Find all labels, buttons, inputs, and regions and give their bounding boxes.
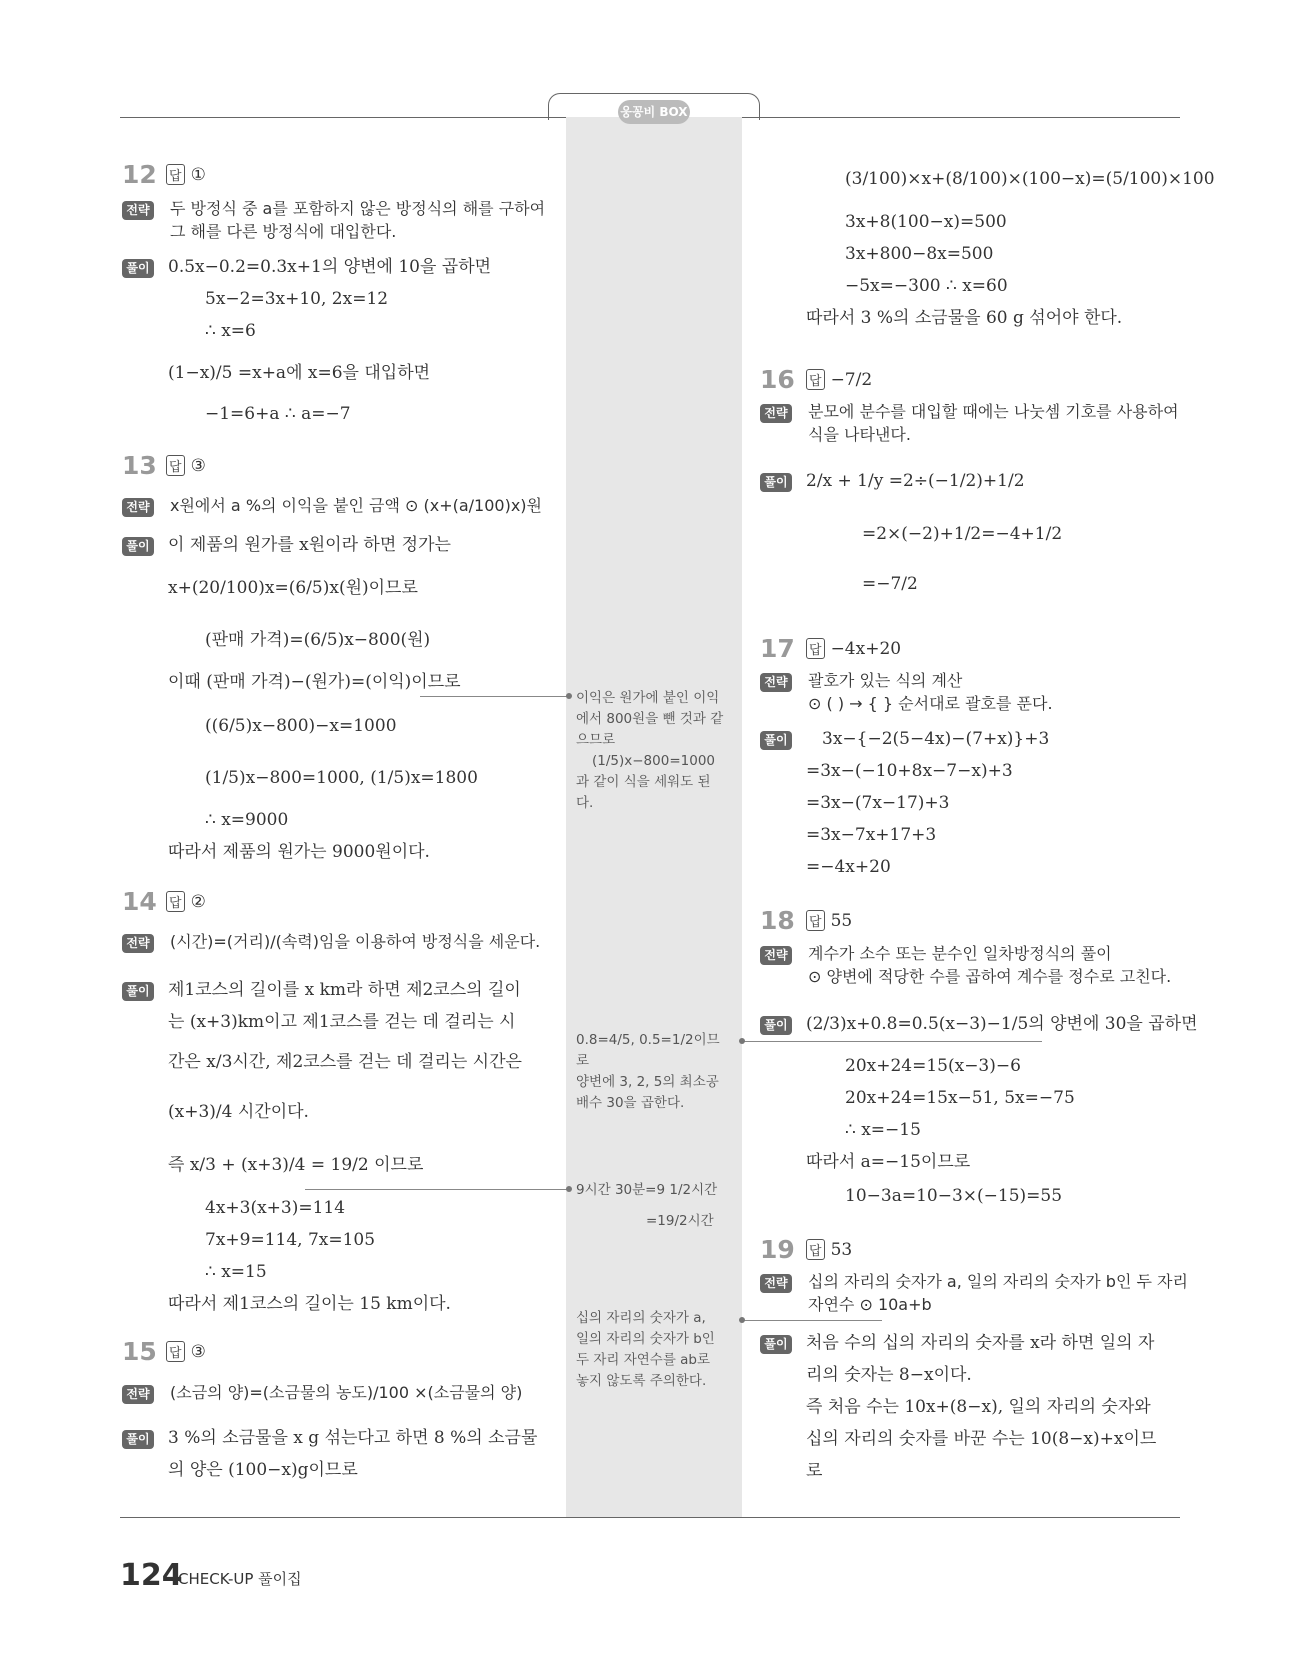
question-number: 14 xyxy=(122,887,157,916)
answer-badge: 답 xyxy=(166,1341,185,1362)
solution-badge: 풀이 xyxy=(760,473,792,492)
solution-line: =2×(−2)+1/2=−4+1/2 xyxy=(862,524,1063,544)
answer-value: ② xyxy=(190,892,206,912)
note-line: 양변에 3, 2, 5의 최소공 xyxy=(576,1073,719,1090)
side-note xyxy=(576,1308,732,1392)
solution-line: (판매 가격)=(6/5)x−800(원) xyxy=(205,630,431,650)
solution-line: 제1코스의 길이를 x km라 하면 제2코스의 길이 xyxy=(168,980,521,1000)
strategy-text: 십의 자리의 숫자가 a, 일의 자리의 숫자가 b인 두 자리 xyxy=(808,1272,1188,1291)
side-note xyxy=(576,1180,746,1232)
strategy-text: 계수가 소수 또는 분수인 일차방정식의 풀이 xyxy=(808,944,1112,963)
solution-line: 7x+9=114, 7x=105 xyxy=(205,1230,376,1250)
question-number: 18 xyxy=(760,906,795,935)
solution-line: 즉 처음 수는 10x+(8−x), 일의 자리의 숫자와 xyxy=(806,1397,1151,1417)
solution-line: 처음 수의 십의 자리의 숫자를 x라 하면 일의 자 xyxy=(806,1333,1155,1353)
solution-line: 이때 (판매 가격)−(원가)=(이익)이므로 xyxy=(168,672,461,692)
solution-line: =3x−7x+17+3 xyxy=(806,825,937,845)
strategy-badge: 전략 xyxy=(760,673,792,692)
leader-line xyxy=(742,1320,882,1321)
solution-line: 십의 자리의 숫자를 바꾼 수는 10(8−x)+x이므 xyxy=(806,1429,1157,1449)
solution-line: (x+3)/4 시간이다. xyxy=(168,1102,309,1122)
note-line: =19/2시간 xyxy=(646,1212,714,1229)
strategy-badge: 전략 xyxy=(122,1385,154,1404)
solution-line: 3x+800−8x=500 xyxy=(845,244,994,264)
solution-line: (2/3)x+0.8=0.5(x−3)−1/5의 양변에 30을 곱하면 xyxy=(806,1014,1198,1034)
side-note xyxy=(576,1030,732,1114)
solution-line: 이 제품의 원가를 x원이라 하면 정가는 xyxy=(168,535,451,555)
solution-line: 즉 x/3 + (x+3)/4 = 19/2 이므로 xyxy=(168,1155,424,1175)
solution-line: 로 xyxy=(806,1461,823,1481)
question-number: 16 xyxy=(760,365,795,394)
strategy-text: 괄호가 있는 식의 계산 xyxy=(808,671,963,690)
footer-title: CHECK-UP 풀이집 xyxy=(178,1570,302,1588)
solution-badge: 풀이 xyxy=(760,1016,792,1035)
note-line: 배수 30을 곱한다. xyxy=(576,1094,685,1111)
solution-line: ∴ x=−15 xyxy=(845,1120,921,1140)
solution-line: 따라서 제1코스의 길이는 15 km이다. xyxy=(168,1294,451,1314)
answer-badge: 답 xyxy=(806,369,825,390)
answer-badge: 답 xyxy=(806,638,825,659)
solution-line: 의 양은 (100−x)g이므로 xyxy=(168,1460,358,1480)
strategy-text: (시간)=(거리)/(속력)임을 이용하여 방정식을 세운다. xyxy=(170,932,541,951)
question-number: 13 xyxy=(122,451,157,480)
solution-line: 간은 x/3시간, 제2코스를 걷는 데 걸리는 시간은 xyxy=(168,1052,522,1072)
note-line: 9시간 30분=9 1/2시간 xyxy=(576,1182,718,1198)
solution-line: 따라서 a=−15이므로 xyxy=(806,1152,971,1172)
answer-badge: 답 xyxy=(806,1239,825,1260)
strategy-text: 그 해를 다른 방정식에 대입한다. xyxy=(170,222,397,241)
solution-line: (1/5)x−800=1000, (1/5)x=1800 xyxy=(205,768,478,788)
note-line: 0.8=4/5, 0.5=1/2이므로 xyxy=(576,1032,720,1069)
answer xyxy=(166,164,206,185)
solution-badge: 풀이 xyxy=(760,1335,792,1354)
strategy-text: 자연수 ⊙ 10a+b xyxy=(808,1295,932,1314)
leader-dot xyxy=(739,1317,745,1323)
answer-badge: 답 xyxy=(806,910,825,931)
solution-badge: 풀이 xyxy=(122,1430,154,1449)
strategy-badge: 전략 xyxy=(760,946,792,965)
question-number: 15 xyxy=(122,1337,157,1366)
note-line: 일의 자리의 숫자가 b인 xyxy=(576,1330,715,1347)
note-line: 이익은 원가에 붙인 이익 xyxy=(576,690,720,706)
answer-badge: 답 xyxy=(166,164,185,185)
leader-line xyxy=(305,1189,570,1190)
answer-badge: 답 xyxy=(166,455,185,476)
leader-dot xyxy=(566,1186,572,1192)
solution-line: ∴ x=15 xyxy=(205,1262,267,1282)
answer-value: 53 xyxy=(830,1240,853,1260)
strategy-text: 식을 나타낸다. xyxy=(808,425,911,444)
strategy-badge: 전략 xyxy=(760,404,792,423)
strategy-badge: 전략 xyxy=(122,934,154,953)
solution-line: =3x−(−10+8x−7−x)+3 xyxy=(806,761,1013,781)
solution-badge: 풀이 xyxy=(760,731,792,750)
solution-line: 10−3a=10−3×(−15)=55 xyxy=(845,1186,1063,1206)
solution-line: −1=6+a ∴ a=−7 xyxy=(205,404,351,424)
note-line: 두 자리 자연수를 ab로 xyxy=(576,1351,711,1368)
solution-line: 3x+8(100−x)=500 xyxy=(845,212,1007,232)
box-label: 웅꽁비 BOX xyxy=(618,100,690,124)
note-line: (1/5)x−800=1000 xyxy=(592,752,715,769)
solution-line: =3x−(7x−17)+3 xyxy=(806,793,950,813)
note-line: 과 같이 식을 세워도 된 xyxy=(576,773,711,790)
answer xyxy=(806,638,901,659)
footer-rule xyxy=(120,1517,1180,1518)
solution-line: 리의 숫자는 8−x이다. xyxy=(806,1365,972,1385)
note-line: 으므로 xyxy=(576,731,616,748)
note-line: 에서 800원을 뺀 것과 같 xyxy=(576,710,724,727)
solution-line: ∴ x=6 xyxy=(205,321,256,341)
leader-dot xyxy=(566,693,572,699)
question-number: 19 xyxy=(760,1235,795,1264)
answer xyxy=(166,455,206,476)
answer-value: ③ xyxy=(190,1342,206,1362)
answer-value: 55 xyxy=(830,911,853,931)
answer xyxy=(166,1341,206,1362)
answer-value: ③ xyxy=(190,456,206,476)
answer xyxy=(166,891,206,912)
strategy-badge: 전략 xyxy=(122,201,154,220)
solution-line: 4x+3(x+3)=114 xyxy=(205,1198,346,1218)
solution-line: =−7/2 xyxy=(862,574,918,594)
solution-line: x+(20/100)x=(6/5)x(원)이므로 xyxy=(168,578,418,598)
strategy-text: x원에서 a %의 이익을 붙인 금액 ⊙ (x+(a/100)x)원 xyxy=(170,496,543,515)
solution-line: 3x−{−2(5−4x)−(7+x)}+3 xyxy=(822,729,1050,749)
strategy-text: 두 방정식 중 a를 포함하지 않은 방정식의 해를 구하여 xyxy=(170,199,546,218)
question-number: 17 xyxy=(760,634,795,663)
question-number: 12 xyxy=(122,160,157,189)
answer xyxy=(806,369,872,390)
strategy-text: (소금의 양)=(소금물의 농도)/100 ×(소금물의 양) xyxy=(170,1383,523,1402)
leader-dot xyxy=(739,1038,745,1044)
page-number: 124 xyxy=(120,1558,183,1593)
strategy-text: 분모에 분수를 대입할 때에는 나눗셈 기호를 사용하여 xyxy=(808,402,1179,421)
side-note-column xyxy=(566,117,742,1517)
solution-badge: 풀이 xyxy=(122,259,154,278)
solution-line: 5x−2=3x+10, 2x=12 xyxy=(205,289,389,309)
answer-value: −7/2 xyxy=(830,370,873,390)
solution-line: 2/x + 1/y =2÷(−1/2)+1/2 xyxy=(806,471,1025,491)
solution-line: 따라서 제품의 원가는 9000원이다. xyxy=(168,842,430,862)
solution-badge: 풀이 xyxy=(122,982,154,1001)
answer-value: −4x+20 xyxy=(830,639,902,659)
solution-line: 0.5x−0.2=0.3x+1의 양변에 10을 곱하면 xyxy=(168,257,492,277)
leader-line xyxy=(742,1041,1042,1042)
solution-line: ∴ x=9000 xyxy=(205,810,289,830)
answer-badge: 답 xyxy=(166,891,185,912)
solution-line: −5x=−300 ∴ x=60 xyxy=(845,276,1008,296)
solution-line: (1−x)/5 =x+a에 x=6을 대입하면 xyxy=(168,363,431,383)
solution-line: ((6/5)x−800)−x=1000 xyxy=(205,716,397,736)
note-line: 놓지 않도록 주의한다. xyxy=(576,1372,707,1389)
solution-line: 따라서 3 %의 소금물을 60 g 섞어야 한다. xyxy=(806,308,1123,328)
solution-line: 는 (x+3)km이고 제1코스를 걷는 데 걸리는 시 xyxy=(168,1012,516,1032)
solution-line: (3/100)×x+(8/100)×(100−x)=(5/100)×100 xyxy=(845,169,1215,189)
solution-line: 20x+24=15x−51, 5x=−75 xyxy=(845,1088,1075,1108)
solution-line: =−4x+20 xyxy=(806,857,891,877)
note-line: 십의 자리의 숫자가 a, xyxy=(576,1310,706,1326)
solution-line: 3 %의 소금물을 x g 섞는다고 하면 8 %의 소금물 xyxy=(168,1428,538,1448)
note-line: 다. xyxy=(576,794,594,811)
solution-line: 20x+24=15(x−3)−6 xyxy=(845,1056,1021,1076)
answer xyxy=(806,910,852,931)
solution-badge: 풀이 xyxy=(122,537,154,556)
strategy-badge: 전략 xyxy=(760,1274,792,1293)
strategy-text: ⊙ ( ) → { } 순서대로 괄호를 푼다. xyxy=(808,694,1053,713)
answer xyxy=(806,1239,852,1260)
strategy-text: ⊙ 양변에 적당한 수를 곱하여 계수를 정수로 고친다. xyxy=(808,967,1172,986)
leader-line xyxy=(420,696,570,697)
answer-value: ① xyxy=(190,165,206,185)
side-note xyxy=(576,688,732,814)
strategy-badge: 전략 xyxy=(122,498,154,517)
